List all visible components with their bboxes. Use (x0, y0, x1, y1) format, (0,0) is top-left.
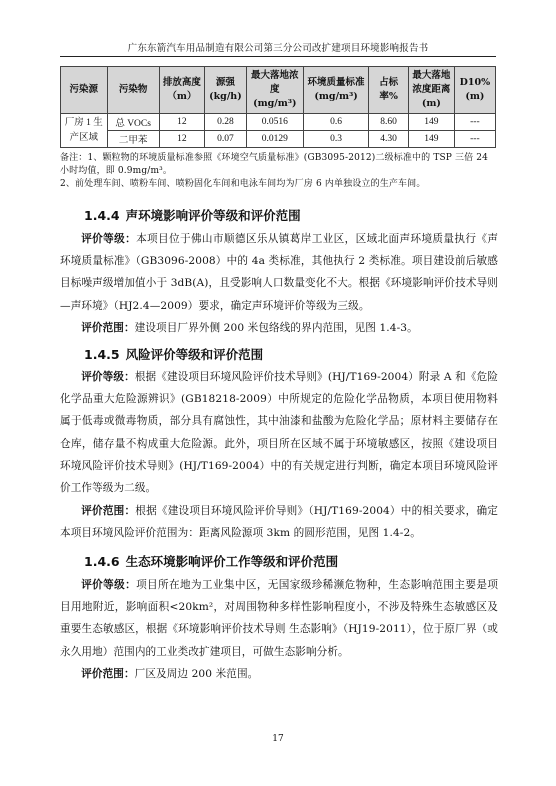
section-number: 1.4.4 (84, 208, 120, 223)
col-header-source-strength: 源强(kg/h) (205, 67, 247, 114)
paragraph-text: 项目所在地为工业集中区，无国家级珍稀濒危物种，生态影响范围主要是项目用地附近，影响面积<20km²，对周围物种多样性影响程度小，不涉及特殊生态敏感区及重要生态敏感区，根据《环境影响评价技术导则 生态影响》（HJ19-2011），位于原厂界（或永久用地）范围内的工业类改扩建项目，可做生态影响分析。 (60, 579, 499, 658)
table-cell: 0.07 (205, 131, 247, 148)
paragraph-text: 建设项目厂界外侧 200 米包络线的界内范围，见图 1.4-3。 (134, 322, 418, 334)
paragraph-label: 评价范围： (81, 505, 136, 517)
section-title: 生态环境影响评价工作等级和评价范围 (125, 554, 339, 569)
table-row (61, 114, 496, 131)
table-cell: 0.0129 (246, 131, 303, 148)
table-cell: --- (454, 131, 495, 148)
table-cell: 0.3 (303, 131, 368, 148)
table-row (61, 131, 496, 148)
table-cell: --- (454, 114, 495, 131)
table-cell: 149 (408, 114, 454, 131)
table-cell: 0.6 (303, 114, 368, 131)
source-cell: 厂房 1 生产区域 (61, 114, 108, 148)
paragraph-risk-range (60, 500, 498, 544)
table-cell: 8.60 (369, 114, 409, 131)
table-cell: 0.28 (205, 114, 247, 131)
table-cell: 12 (159, 131, 204, 148)
paragraph-label: 评价等级： (81, 233, 137, 245)
table-header-row (61, 67, 496, 114)
table-cell: 0.0516 (246, 114, 303, 131)
section-title: 风险评价等级和评价范围 (125, 347, 264, 362)
paragraph-ecology-level (60, 574, 498, 663)
paragraph-label: 评价范围： (81, 668, 135, 680)
paragraph-label: 评价等级： (81, 579, 137, 591)
table-cell: 二甲苯 (107, 131, 159, 148)
section-heading-risk (84, 345, 263, 363)
paragraph-noise-level (60, 228, 498, 317)
paragraph-noise-range (60, 317, 498, 339)
section-title: 声环境影响评价等级和评价范围 (125, 208, 301, 223)
table-cell: 12 (159, 114, 204, 131)
paragraph-label: 评价等级： (81, 371, 135, 383)
header-rule (60, 56, 496, 57)
section-number: 1.4.6 (84, 554, 120, 569)
col-header-quality-standard: 环境质量标准(mg/m³) (303, 67, 368, 114)
paragraph-label: 评价范围： (81, 322, 135, 334)
running-header: 广东东箭汽车用品制造有限公司第三分公司改扩建项目环境影响报告书 (127, 43, 429, 54)
paragraph-text: 本项目位于佛山市顺德区乐从镇葛岸工业区，区域北面声环境质量执行《声环境质量标准》（GB3096-2008）中的 4a 类标准，其他执行 2 类标准。项目建设前后敏感目标噪声级增加值小于 3dB(A)，且受影响人口数量变化不大。根据《环境影响评价技术导则—声环境》（HJ2.4—2009）要求，确定声环境评价等级为三级。 (60, 233, 499, 312)
table-note-1: 备注：1、颗粒物的环境质量标准参照《环境空气质量标准》(GB3095-2012)二级标准中的 TSP 三倍 24 小时均值，即 0.9mg/m³。 (60, 153, 489, 176)
paragraph-text: 根据《建设项目环境风险评价技术导则》(HJ/T169-2004）附录 A 和《危险化学品重大危险源辨识》(GB18218-2009）中所规定的危险化学品物质，本项目使用物料属于低毒或微毒物质，部分具有腐蚀性，其中油漆和盐酸为危险化学品；原材料主要储存在仓库，储存量不构成重大危险源。此外，项目所在区域不属于环境敏感区，按照《建设项目环境风险评价技术导则》(HJ/T169-2004）中的有关规定进行判断，确定本项目环境风险评价工作等级为二级。 (60, 371, 498, 495)
col-header-d10: D10%(m) (454, 67, 495, 114)
paragraph-text: 厂区及周边 200 米范围。 (134, 668, 259, 680)
paragraph-ecology-range (60, 663, 498, 685)
col-header-height: 排放高度（m） (159, 67, 204, 114)
table-cell: 总 VOCs (107, 114, 159, 131)
col-header-share-ratio: 占标率% (369, 67, 409, 114)
section-heading-noise (84, 206, 301, 224)
table-cell: 4.30 (369, 131, 409, 148)
paragraph-text: 根据《建设项目环境风险评价导则》（HJ/T169-2004）中的相关要求，确定本项目环境风险评价范围为：距离风险源项 3km 的圆形范围，见图 1.4-2。 (60, 505, 499, 540)
section-heading-ecology (84, 552, 338, 570)
table-note-2: 2、前处理车间、喷粉车间、喷粉固化车间和电泳车间均为厂房 6 内单独设立的生产车间。 (60, 179, 426, 189)
col-header-source: 污染源 (61, 67, 108, 114)
table-cell: 149 (408, 131, 454, 148)
page-number: 17 (272, 734, 284, 744)
col-header-max-distance: 最大落地浓度距离(m) (408, 67, 454, 114)
section-number: 1.4.5 (84, 347, 120, 362)
col-header-max-concentration: 最大落地浓度(mg/m³) (246, 67, 303, 114)
paragraph-risk-level (60, 366, 498, 499)
pollutant-table (60, 66, 496, 148)
col-header-pollutant: 污染物 (107, 67, 159, 114)
